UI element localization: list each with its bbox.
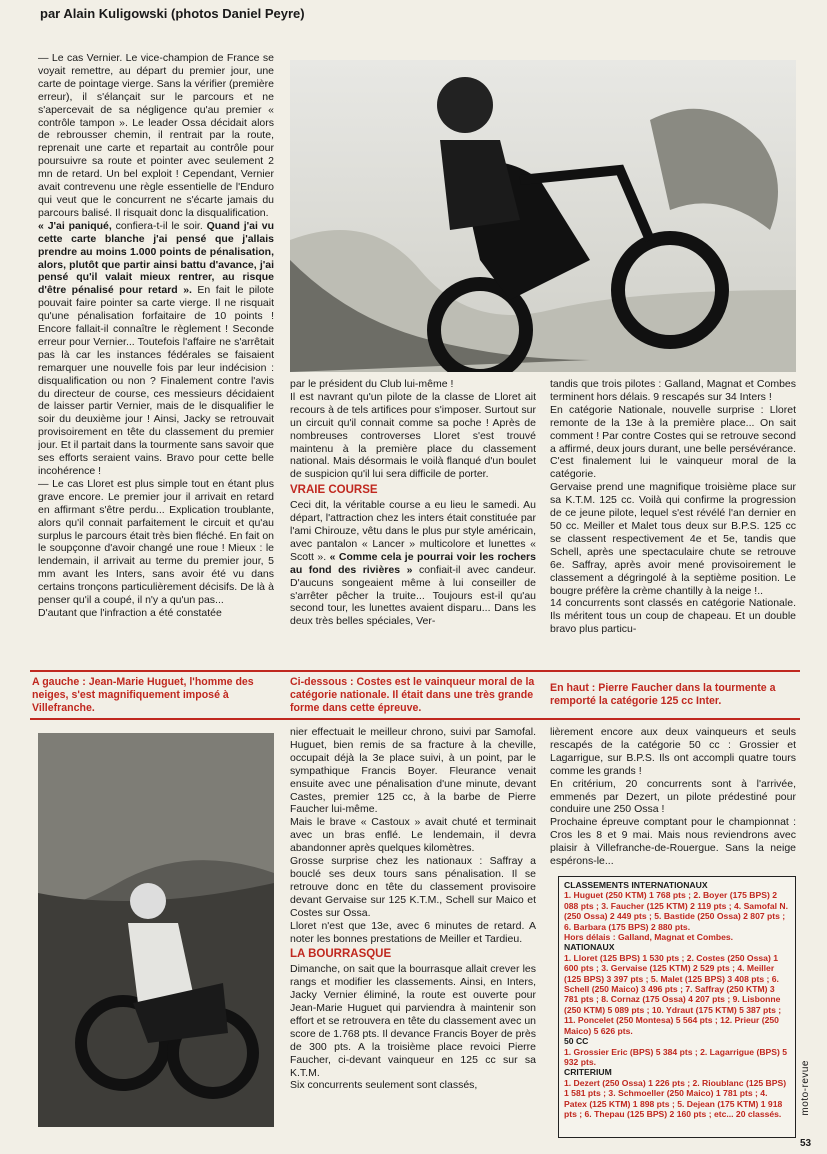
paragraph [290,499,536,628]
paragraph: En critérium, 20 concurrents sont à l'arrivée, emmenés par Dezert, un pilote prédestiné pour conduire une 250 Ossa ! [550,777,796,816]
paragraph: 14 concurrents sont classés en catégorie Nationale. Ils méritent tous un coup de chapeau. Et un double bravo plus particu- [550,597,796,636]
text: confiait-il avec candeur. D'aucuns songeaient même à lui conseiller de s'arrêter pêcher la truite... Toujours est-il qu'au second tour, les lunettes avaient disparu... Dans les deux très belles spéciales, Ver- [290,563,536,628]
text: En fait le pilote pouvait faire pointer sa carte vierge. Il ne risquait qu'une pénalisation forfaitaire de 10 points ! Encore fallait-il connaître le règlement ! Seconde erreur pour Vernier... Toutefois l'affaire ne s'arrêtait pas là car les instances fédérales se faisaient remarquer une nouvelle fois par leur indécision : disqualification ou non ? Finalement contre l'avis du directeur de course, ces messieurs décidaient de laisser partir Vernier, mais de le disqualifier le soir du deuxième jour ! Ainsi, Jacky se retrouvait provisoirement en tête du classement du premier jour. Et il partait dans la tourmente sans savoir que ses efforts seraient vains. Bravo pour cette belle incohérence ! [38,284,274,477]
results-title: CLASSEMENTS INTERNATIONAUX [564,880,708,890]
quote: Quand j'ai vu cette carte blanche j'ai pensé que j'allais prendre au moins 1.000 points de pénalisation, alors, plutôt que partir ainsi battu d'avance, j'ai pensé qu'il valait mieux rentrer, au risque d'être pénalisé pour retard ». [38,219,274,297]
divider [30,718,800,720]
page-number: 53 [800,1138,812,1149]
caption-left: A gauche : Jean-Marie Huguet, l'homme des neiges, s'est magnifiquement imposé à Villefranche. [32,676,254,714]
results-international: 1. Huguet (250 KTM) 1 768 pts ; 2. Boyer (175 BPS) 2 088 pts ; 3. Faucher (125 KTM) 2 119 pts ; 4. Samofal N. (250 Ossa) 2 449 pts ; 5. Bastide (250 Ossa) 2 807 pts ; 6. Barbara (175 BPS) 2 880 pts. [564,890,788,932]
results-box [558,876,796,1138]
paragraph: — Le cas Vernier. Le vice-champion de France se voyait remettre, au départ du premier jour, une carte de pointage vierge. Sans la vérifier (première erreur), il s'élançait sur le parcours et ne s'apercevait de sa négligence qu'au premier « contrôle tampon ». Le leader Ossa décidait alors de rebrousser chemin, il rentrait par la route, reprenait une carte et repartait au contrôle pour poursuivre sa route et pointer avec seulement 2 mn de retard. Un bel exploit ! Cependant, Vernier avait contrevenu une règle essentielle de l'Enduro qui veut que le concurrent ne s'écarte jamais du parcours balisé. Il risquait donc la disqualification. [38,52,274,219]
paragraph: lièrement encore aux deux vainqueurs et seuls rescapés de la catégorie 50 cc : Grossier et Lagarrigue, sur B.P.S. Ils ont accompli quatre tours comme les grands ! [550,726,796,777]
photo-illustration [38,733,274,1127]
caption-center: Ci-dessous : Costes est le vainqueur moral de la catégorie nationale. Il était dans une très grande forme dans cette épreuve. [290,676,535,714]
results-criterium: 1. Dezert (250 Ossa) 1 226 pts ; 2. Rioublanc (125 BPS) 1 581 pts ; 3. Schmoeller (250 Maico) 1 781 pts ; 4. Patex (125 KTM) 1 898 pts ; 5. Dejean (175 KTM) 1 918 pts ; 6. Thepau (125 BPS) 2 160 pts ; etc... 20 classés. [564,1077,787,1119]
text: confiera-t-il le soir. [111,219,203,232]
paragraph: En catégorie Nationale, nouvelle surprise : Lloret remonte de la 13e à la première place... On sait comment ! Par contre Costes qui se retrouve second a affirmé, deux jours durant, une belle persévérance. C'est finalement lui le vainqueur moral de la catégorie. [550,403,796,481]
results-50cc: 1. Grossier Eric (BPS) 5 384 pts ; 2. Lagarrigue (BPS) 5 932 pts. [564,1046,788,1067]
paragraph: Gervaise prend une magnifique troisième place sur sa K.T.M. 125 cc. Voilà qui confirme la progression de ce jeune pilote, lequel s'est révélé l'an dernier en 50 cc. Meiller et Malet tous deux sur B.P.S. 125 cc se classent respectivement 4e et 5e, tandis que Schell, après une spectaculaire chute se retrouve 6e. Saffray, après avoir mené provisoirement le classement a dégringolé à la septième position. Le bougre préfère la crème chantilly à la neige !.. [550,481,796,597]
caption-right: En haut : Pierre Faucher dans la tourmente a remporté la catégorie 125 cc Inter. [550,682,776,707]
quote: « J'ai paniqué, [38,219,112,232]
photo-costes [38,733,274,1127]
quote: « Comme cela je pourrai voir les rochers au fond des rivières » [290,550,536,576]
results-criterium-title: CRITERIUM [564,1067,612,1078]
results-nationaux-title: NATIONAUX [564,942,615,953]
section-title-vraie-course: VRAIE COURSE [290,484,378,497]
paragraph: Grosse surprise chez les nationaux : Saffray a bouclé ses deux tours sans pénalisation. Il se retrouve donc en tête du classement provisoire devant Gervaise sur 125 K.T.M., Schell sur Maico et Costes sur Ossa. [290,855,536,919]
photo-pierre-faucher [290,60,796,372]
column-left-top [38,52,274,664]
column-right-bottom [550,726,796,872]
paragraph: Six concurrents seulement sont classés, [290,1079,478,1092]
divider [30,670,800,672]
paragraph: Dimanche, on sait que la bourrasque allait crever les rangs et modifier les classements. Ainsi, en Inters, Jacky Vernier éliminé, la route est ouverte pour Jean-Marie Huguet qui parviendra à maintenir son effort et se retrouvera en tête du classement avec un score de 1.768 pts. Il devance Francis Boyer de près de 300 pts. A la troisième place revoici Pierre Faucher, ci-devant vainqueur en 125 cc sur sa K.T.M. [290,963,536,1079]
paragraph: — Le cas Lloret est plus simple tout en étant plus grave encore. Le premier jour il arrivait en retard en affirmant s'être perdu... Explication troublante, alors qu'il connait parfaitement le circuit et qu'au surplus le parcours était très bien fléché. En fait on le soupçonne d'avoir changé une roue ! Mieux : le lendemain, il arrivait au terme du premier jour, 5 mm avant les Inters, sans avoir été vu dans certains tronçons particulièrement décisifs. De là à penser qu'il a coupé, il n'y a qu'un pas... [38,477,274,607]
section-title-la-bourrasque: LA BOURRASQUE [290,948,392,961]
results-nationaux: 1. Lloret (125 BPS) 1 530 pts ; 2. Costes (250 Ossa) 1 600 pts ; 3. Gervaise (125 KTM) 2 529 pts ; 4. Meiller (125 BPS) 3 397 pts ; 5. Malet (125 BPS) 3 408 pts ; 6. Schell (250 Maico) 3 496 pts ; 7. Saffray (250 KTM) 3 781 pts ; 8. Cornaz (175 Ossa) 4 207 pts ; 9. Lisbonne (250 KTM) 5 089 pts ; 10. Ydraut (175 KTM) 5 387 pts ; 11. Poncelet (250 Montesa) 5 564 pts ; 12. Prieur (250 Maico) 5 626 pts. [564,952,782,1036]
paragraph: par le président du Club lui-même ! [290,378,454,390]
byline: par Alain Kuligowski (photos Daniel Peyre) [40,6,305,21]
paragraph: Lloret n'est que 13e, avec 6 minutes de retard. A noter les bonnes prestations de Meiller et Tardieu. [290,919,536,945]
results-hors-delais: Hors délais : Galland, Magnat et Combes. [564,932,734,943]
paragraph: tandis que trois pilotes : Galland, Magnat et Combes terminent hors délais. 9 rescapés sur 34 Inters ! [550,378,796,403]
results-50cc-title: 50 CC [564,1036,589,1047]
paragraph: Prochaine épreuve comptant pour le championnat : Cros les 8 et 9 mai. Mais nous reviendrons avec plaisir à Villefranche-de-Rouergue. Sans la neige espérons-le... [550,816,796,868]
magazine-name: moto-revue [800,1060,811,1116]
column-center-bottom [290,726,536,1128]
paragraph: Mais le brave « Castoux » avait chuté et terminait avec un bras enflé. Le lendemain, il devra abandonner après quelques kilomètres. [290,816,536,855]
paragraph [38,220,274,478]
text: Ceci dit, la véritable course a eu lieu le samedi. Au départ, l'attraction chez les inters était constituée par l'ami Chirouze, vêtu dans le plus pur style américain, avec pantalon « Lancer » multicolore et lunettes « Scott ». [290,499,536,563]
paragraph: Il est navrant qu'un pilote de la classe de Lloret ait recours à de tels artifices pour s'imposer. Surtout sur un circuit qu'il connait comme sa poche ! Après de nombreuses controverses Lloret s'est trouvé maintenu à la première place du classement national. Mais désormais le voilà flanqué d'un boulet de suspicion qu'il lui sera difficile de porter. [290,390,536,481]
column-center-top [290,378,536,666]
paragraph: nier effectuait le meilleur chrono, suivi par Samofal. Huguet, bien remis de sa fracture à la cheville, occupait déjà la 3e place suivi, à un point, par le sympathique Francis Boyer. Fleurance venait ensuite avec une pénalisation d'une minute, devant Castes, premier 125 cc, à la barbe de Pierre Faucher lui-même. [290,726,536,816]
paragraph: D'autant que l'infraction a été constatée [38,606,222,619]
column-right-top [550,378,796,666]
photo-illustration [290,60,796,372]
